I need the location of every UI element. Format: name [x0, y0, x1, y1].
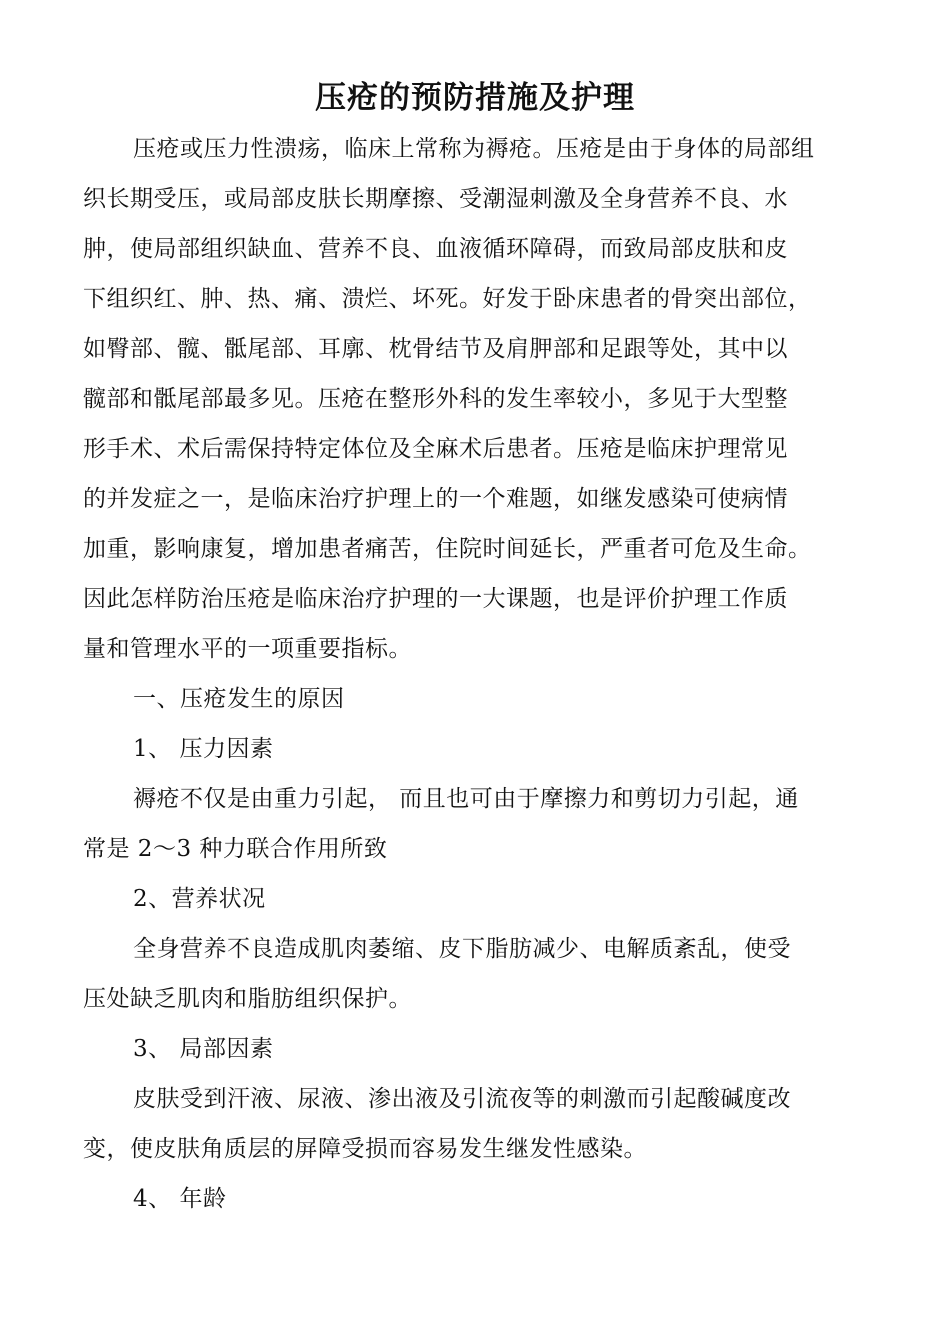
item-heading-age: 4、 年龄: [133, 1186, 227, 1212]
intro-line-7: 形手术、术后需保持特定体位及全麻术后患者。压疮是临床护理常见: [83, 436, 788, 462]
item1-line-2: 常是 2～3 种力联合作用所致: [83, 836, 388, 862]
intro-line-2: 织长期受压，或局部皮肤长期摩擦、受潮湿刺激及全身营养不良、水: [83, 186, 788, 212]
item2-line-1: 全身营养不良造成肌肉萎缩、皮下脂肪减少、电解质紊乱，使受: [133, 936, 791, 962]
item-heading-local-factors: 3、 局部因素: [133, 1036, 274, 1062]
intro-line-4: 下组织红、肿、热、痛、溃烂、坏死。好发于卧床患者的骨突出部位，: [83, 286, 812, 312]
item-heading-pressure: 1、 压力因素: [133, 736, 274, 762]
item3-line-2: 变，使皮肤角质层的屏障受损而容易发生继发性感染。: [83, 1136, 647, 1162]
document-title: 压疮的预防措施及护理: [315, 80, 635, 116]
item3-line-1: 皮肤受到汗液、尿液、渗出液及引流夜等的刺激而引起酸碱度改: [133, 1086, 791, 1112]
intro-line-6: 髋部和骶尾部最多见。压疮在整形外科的发生率较小，多见于大型整: [83, 386, 788, 412]
item1-line-1: 褥疮不仅是由重力引起， 而且也可由于摩擦力和剪切力引起，通: [133, 786, 799, 812]
intro-line-1: 压疮或压力性溃疡，临床上常称为褥疮。压疮是由于身体的局部组: [133, 136, 815, 162]
section-heading-causes: 一、压疮发生的原因: [133, 686, 345, 712]
intro-line-8: 的并发症之一，是临床治疗护理上的一个难题，如继发感染可使病情: [83, 486, 788, 512]
intro-line-5: 如臀部、髋、骶尾部、耳廓、枕骨结节及肩胛部和足跟等处，其中以: [83, 336, 788, 362]
intro-line-10: 因此怎样防治压疮是临床治疗护理的一大课题，也是评价护理工作质: [83, 586, 788, 612]
intro-line-3: 肿，使局部组织缺血、营养不良、血液循环障碍，而致局部皮肤和皮: [83, 236, 788, 262]
item-heading-nutrition: 2、营养状况: [133, 886, 266, 912]
intro-line-9: 加重，影响康复，增加患者痛苦，住院时间延长，严重者可危及生命。: [83, 536, 812, 562]
intro-line-11: 量和管理水平的一项重要指标。: [83, 636, 412, 662]
item2-line-2: 压处缺乏肌肉和脂肪组织保护。: [83, 986, 412, 1012]
